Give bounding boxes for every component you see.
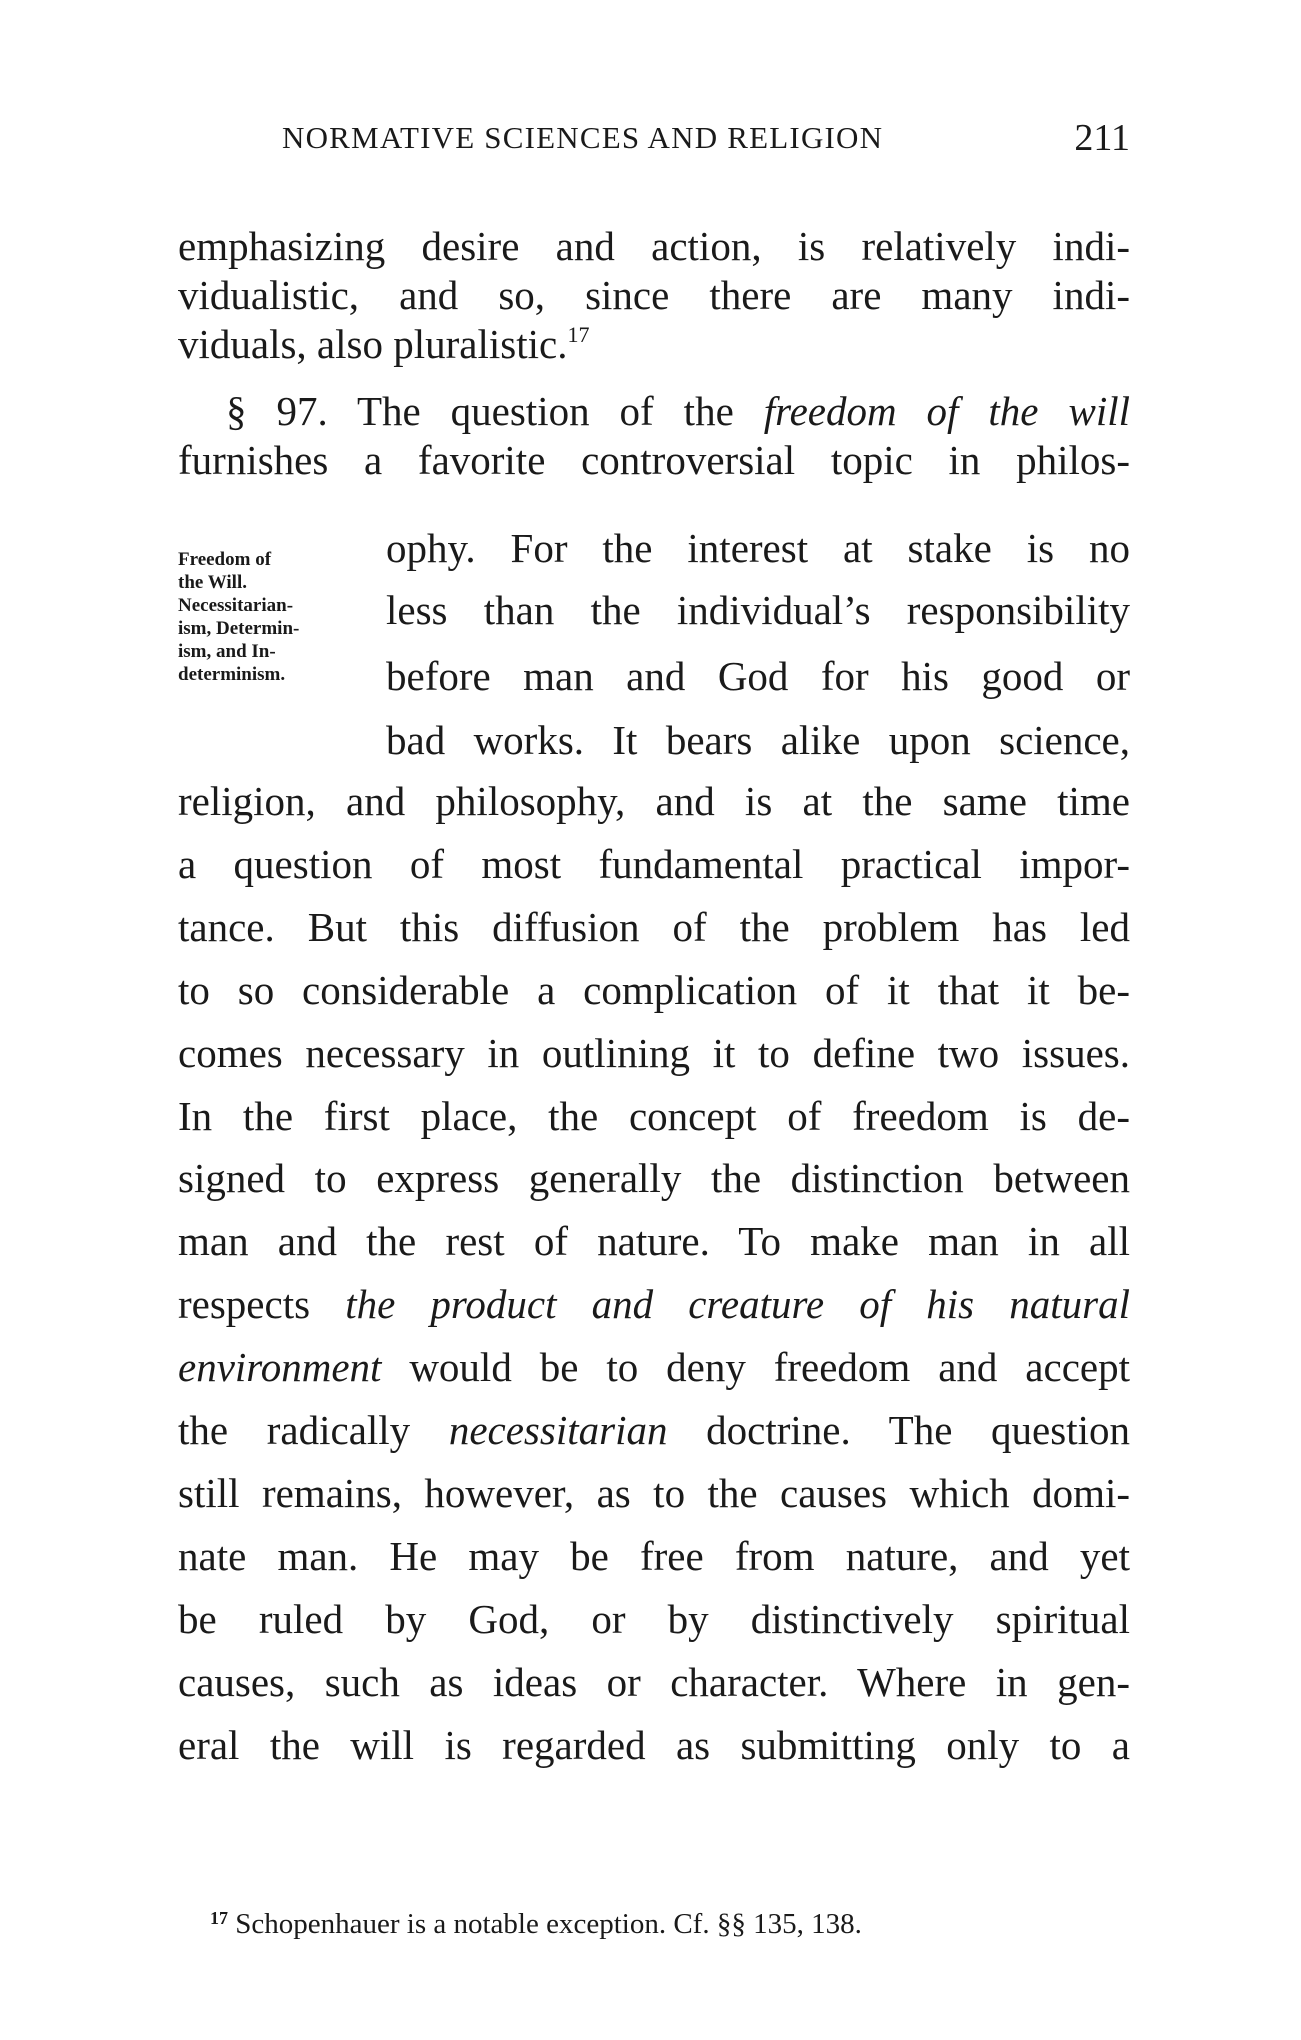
body-line: to so considerable a complication of it that it be- (178, 967, 1130, 1013)
body-line: religion, and philosophy, and is at the same time (178, 778, 1130, 824)
body-line (226, 383, 1130, 439)
margin-note-line: Necessitarian- (178, 595, 294, 616)
body-text: would be to deny freedom and accept (381, 1344, 1130, 1390)
body-line: still remains, however, as to the causes which domi- (178, 1470, 1130, 1516)
margin-note-line: Freedom of (178, 549, 272, 570)
margin-note (178, 548, 378, 686)
body-line: eral the will is regarded as submitting only to a (178, 1722, 1130, 1768)
body-text: respects (178, 1281, 346, 1327)
emphasis: environment (178, 1344, 382, 1390)
body-text: viduals, also pluralistic. (178, 321, 568, 367)
body-line: ophy. For the interest at stake is no (386, 525, 1130, 571)
body-line (178, 1402, 1130, 1458)
body-line: In the first place, the concept of freedom is de- (178, 1093, 1130, 1139)
body-line (178, 316, 1130, 372)
footnote (210, 1908, 1150, 1941)
body-line: less than the individual’s responsibility (386, 587, 1130, 633)
footnote-mark: 17 (210, 1908, 228, 1928)
margin-note-line: the Will. (178, 572, 247, 593)
margin-note-line: ism, and In- (178, 641, 276, 662)
footnote-reference: 17 (567, 322, 590, 347)
body-line: vidualistic, and so, since there are many indi- (178, 272, 1130, 318)
section-start: § 97. The question of the (226, 388, 764, 434)
body-line: emphasizing desire and action, is relatively indi- (178, 223, 1130, 269)
body-line: signed to express generally the distinction between (178, 1155, 1130, 1201)
emphasis: the product and creature of his natural (345, 1281, 1130, 1327)
body-line: comes necessary in outlining it to define two issues. (178, 1030, 1130, 1076)
margin-note-line: determinism. (178, 664, 286, 685)
body-line: be ruled by God, or by distinctively spiritual (178, 1596, 1130, 1642)
page-number: 211 (1074, 117, 1130, 159)
body-line: furnishes a favorite controversial topic in philos- (178, 437, 1130, 483)
body-line: nate man. He may be free from nature, and yet (178, 1533, 1130, 1579)
page-header (270, 116, 1136, 166)
emphasis: freedom of the will (763, 388, 1130, 434)
body-line: a question of most fundamental practical impor- (178, 841, 1130, 887)
emphasis: necessitarian (448, 1407, 668, 1453)
body-line: before man and God for his good or (386, 653, 1130, 699)
margin-note-line: ism, Determin- (178, 618, 300, 639)
body-text: the radically (178, 1407, 449, 1453)
footnote-text: Schopenhauer is a notable exception. Cf. §§ 135, 138. (228, 1908, 862, 1940)
body-line: tance. But this diffusion of the problem has led (178, 904, 1130, 950)
body-line: causes, such as ideas or character. Where in gen- (178, 1659, 1130, 1705)
body-line: man and the rest of nature. To make man in all (178, 1218, 1130, 1264)
running-head: NORMATIVE SCIENCES AND RELIGION (282, 120, 884, 155)
body-line: bad works. It bears alike upon science, (386, 717, 1130, 763)
body-line (178, 1339, 1130, 1395)
body-line (178, 1276, 1130, 1332)
body-text: doctrine. The question (667, 1407, 1130, 1453)
